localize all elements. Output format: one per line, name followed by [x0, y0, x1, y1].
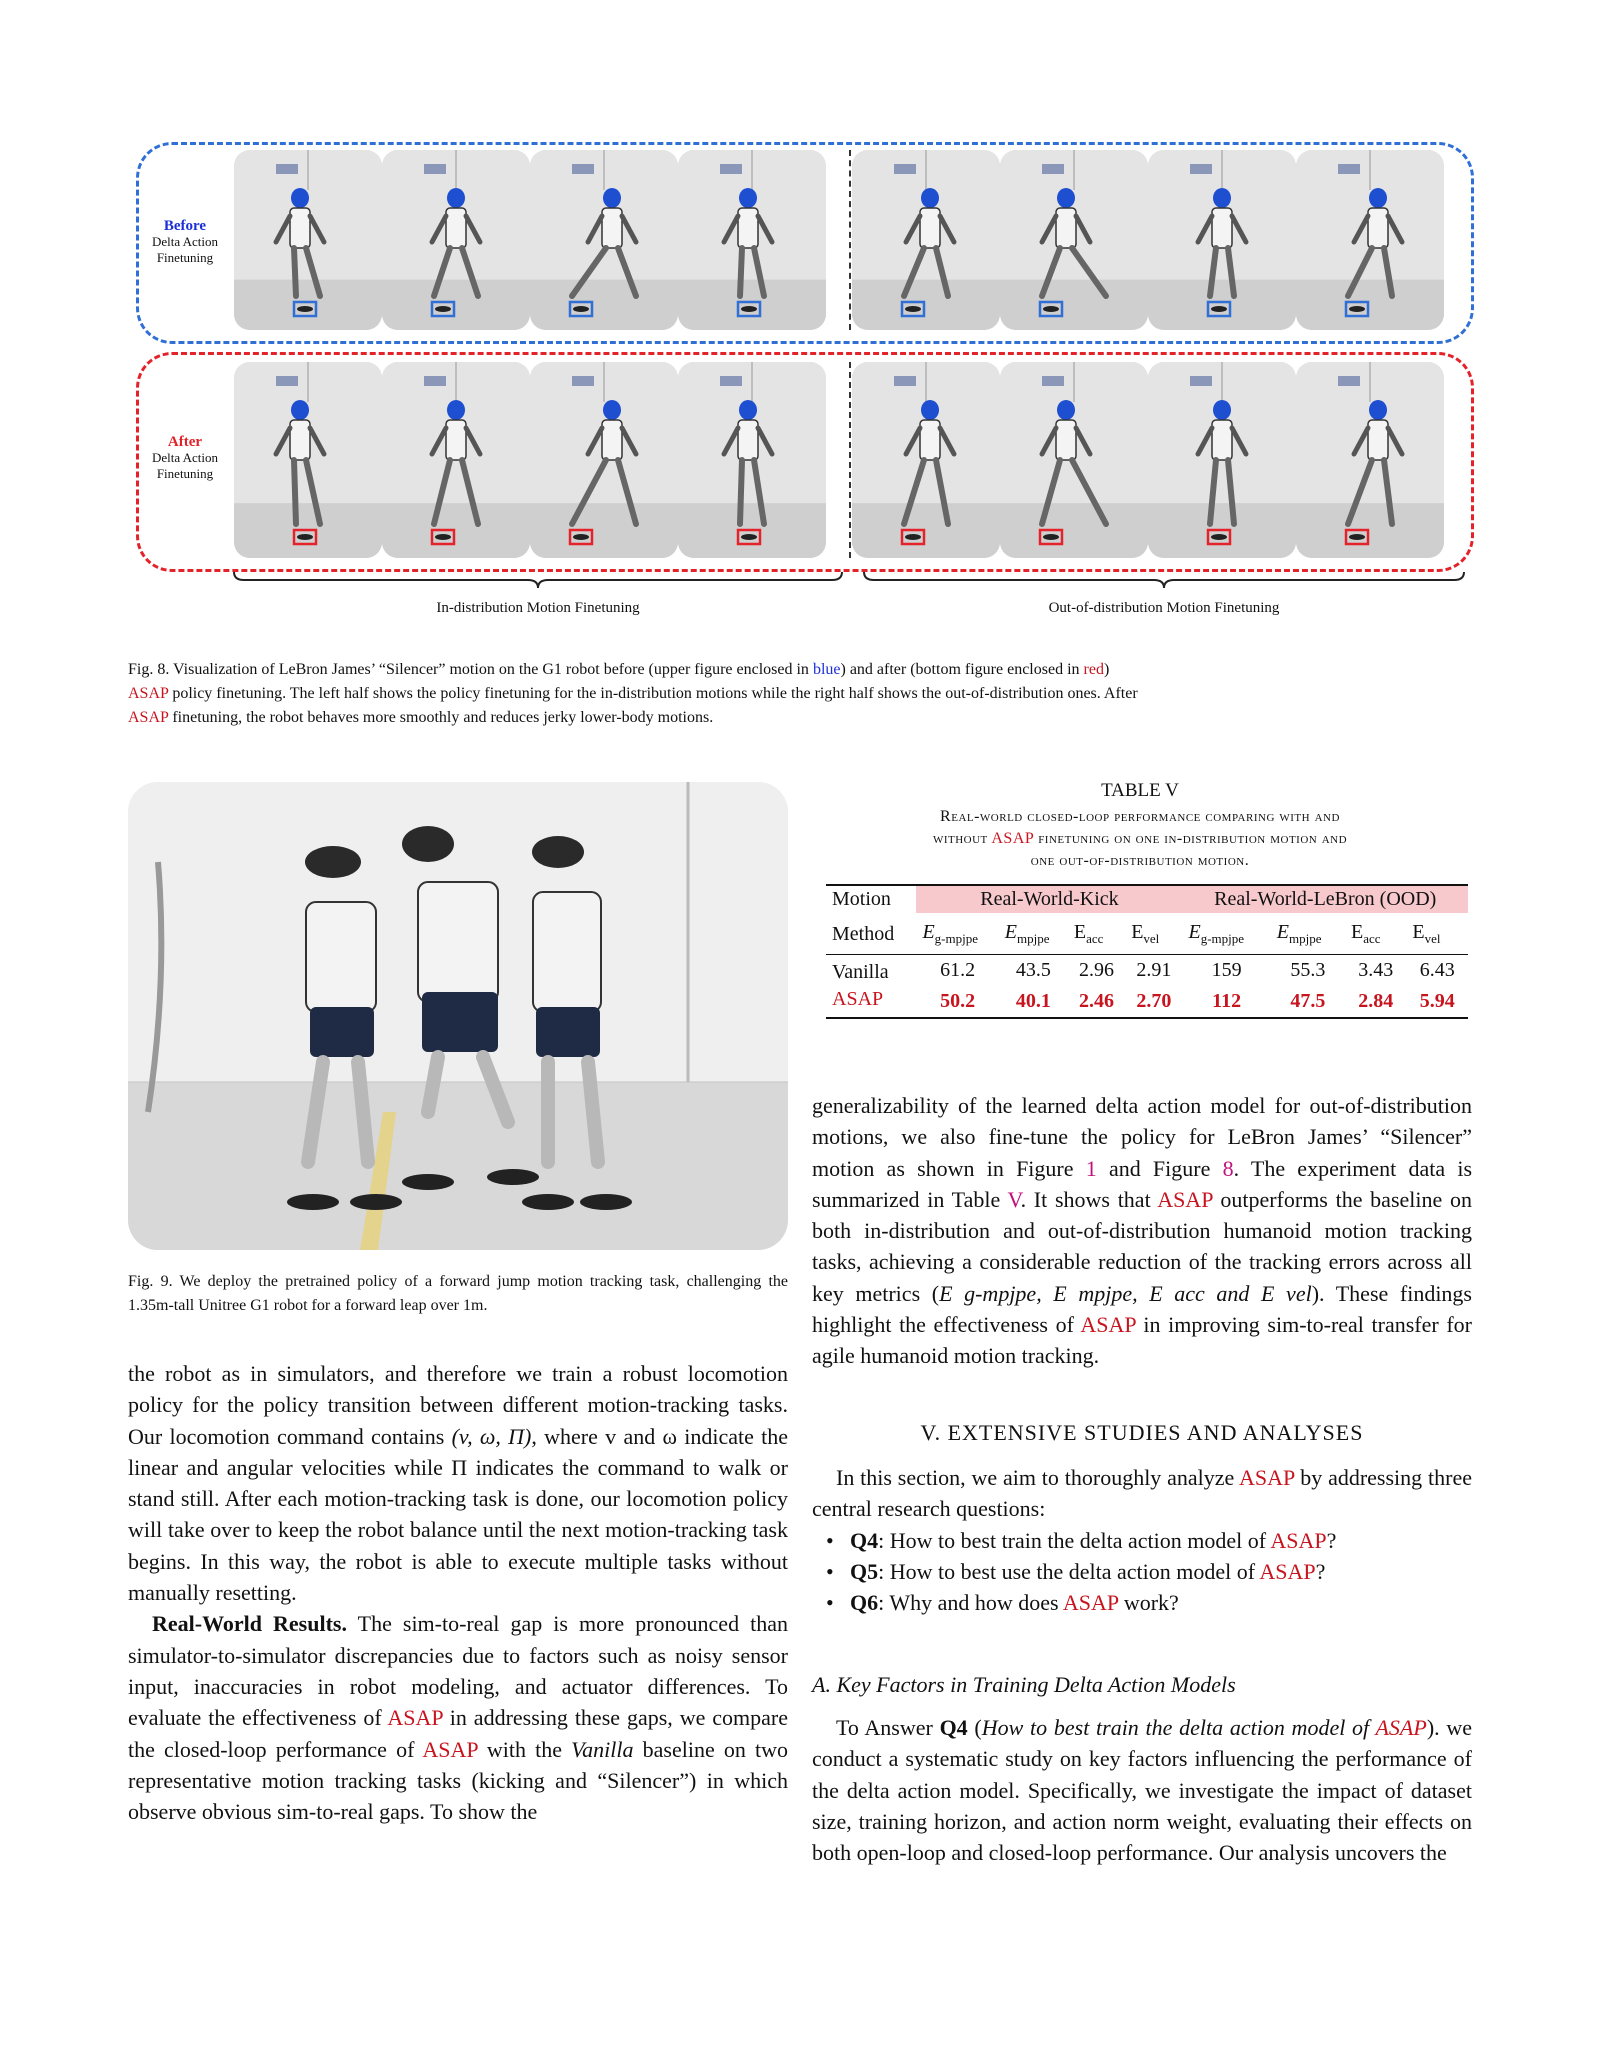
- text: In this section, we aim to thoroughly analyze: [836, 1465, 1239, 1490]
- header-e-acc: $E_{acc}$: [1350, 920, 1381, 946]
- text: : How to best use the delta action model of: [878, 1558, 1260, 1584]
- after-robot-frame: [1296, 362, 1444, 558]
- caption-red-word: red: [1083, 661, 1104, 678]
- before-robot-frame: [678, 150, 826, 330]
- header-e-mpjpe: $E_{mpjpe}$: [1004, 920, 1050, 946]
- right-brace-icon: [862, 570, 1466, 590]
- header-e-acc: $E_{acc}$: [1073, 920, 1104, 946]
- text: (: [967, 1715, 982, 1740]
- text-italic: How to best train the delta action model of: [981, 1715, 1376, 1740]
- header-method: Method: [832, 923, 895, 945]
- table-cell: 2.70: [1136, 990, 1172, 1012]
- asap-link[interactable]: ASAP: [1375, 1715, 1427, 1740]
- after-robot-frame: [530, 362, 678, 558]
- after-robot-frame: [852, 362, 1000, 558]
- metric-sub: vel: [1143, 930, 1160, 946]
- after-robot-frame: [234, 362, 382, 558]
- text: the robot as in simulators, and therefore we train a robust locomotion policy for the policy transition between different motion-tracking tasks. Our locomotion command contains: [128, 1361, 788, 1449]
- asap-link[interactable]: ASAP: [128, 709, 169, 726]
- text-italic: Vanilla: [571, 1736, 634, 1762]
- after-row-label: [140, 434, 230, 482]
- list-item: • Q4: How to best train the delta action model of ASAP?: [812, 1525, 1472, 1556]
- table5-caption-line: [808, 828, 1472, 850]
- asap-link[interactable]: ASAP: [1080, 1312, 1136, 1338]
- table-cell: 55.3: [1290, 959, 1326, 981]
- table-cell: 159: [1211, 959, 1242, 981]
- header-eg-mpjpe: $E_{g-mpjpe}$: [1188, 920, 1245, 946]
- figure9-caption: Fig. 9. We deploy the pretrained policy of a forward jump motion tracking task, challenging the 1.35m-tall Unitree G1 robot for a forward leap over 1m.: [128, 1273, 788, 1314]
- text: The sim-to-real gap is more pronounced than simulator-to-simulator discrepancies due to factors such as noisy sensor input, inaccuracies in robot modeling, and actuator differences. To evaluate the effectiveness of: [128, 1611, 788, 1731]
- text: in improving sim-to-real transfer for agile humanoid motion tracking.: [812, 1312, 1472, 1369]
- table-cell: 6.43: [1419, 959, 1455, 981]
- metric-sub: vel: [1424, 930, 1441, 946]
- paragraph: [128, 1608, 788, 1827]
- table-cell: 50.2: [940, 990, 976, 1012]
- question-label: Q6: [850, 1590, 879, 1616]
- asap-link[interactable]: ASAP: [1259, 1558, 1316, 1584]
- question-label: Q4: [850, 1527, 879, 1553]
- out-of-distribution-label: Out-of-distribution Motion Finetuning: [1048, 600, 1280, 616]
- caption-part: finetuning on one in-distribution motion and: [1033, 830, 1348, 847]
- before-robot-frame: [234, 150, 382, 330]
- asap-link[interactable]: ASAP: [128, 685, 169, 702]
- left-brace-icon: [232, 570, 844, 590]
- after-robot-frame: [1148, 362, 1296, 558]
- math-inline: (v, ω, Π): [451, 1423, 532, 1449]
- table-cell: 43.5: [1015, 959, 1051, 981]
- metric-sub: acc: [1086, 930, 1104, 946]
- header-e-vel: $E_{vel}$: [1412, 920, 1441, 946]
- text: , where v and ω indicate the linear and angular velocities while Π indicates the command to walk or stand still. After each motion-tracking task is done, our locomotion policy will take over to keep the robot balance until the next motion-tracking task begins. In this way, the robot is able to execute multiple tasks without manually resetting.: [128, 1423, 789, 1606]
- figure-ref-link[interactable]: 8: [1222, 1155, 1234, 1181]
- caption-part: Fig. 8. Visualization of LeBron James’ “Silencer” motion on the G1 robot before (upper figure enclosed in: [128, 661, 813, 678]
- before-label: Before: [163, 218, 207, 234]
- header-kick: Real-World-Kick: [916, 885, 1182, 913]
- right-column-text: [812, 1090, 1472, 1372]
- asap-link[interactable]: ASAP: [1238, 1465, 1295, 1490]
- asap-link[interactable]: ASAP: [991, 830, 1034, 847]
- header-e-mpjpe: $E_{mpjpe}$: [1276, 920, 1322, 946]
- table-cell: 2.91: [1136, 959, 1172, 981]
- asap-link[interactable]: ASAP: [387, 1705, 443, 1731]
- text: baseline on two representative motion tracking tasks (kicking and “Silencer”) in which observe obvious sim-to-real gaps. To show the: [128, 1736, 788, 1825]
- asap-link[interactable]: ASAP: [1270, 1527, 1327, 1553]
- question-label: Q5: [850, 1558, 879, 1584]
- text: in addressing these gaps, we compare the closed-loop performance of: [128, 1705, 789, 1762]
- text: with the: [477, 1736, 572, 1762]
- section-heading: V. EXTENSIVE STUDIES AND ANALYSES: [920, 1420, 1364, 1445]
- caption-part: ): [1103, 661, 1110, 678]
- text: generalizability of the learned delta action model for out-of-distribution motions, we also fine-tune the policy for LeBron James’ “Silencer” motion as shown in Figure: [812, 1093, 1472, 1181]
- metric-sub: mpjpe: [1289, 930, 1322, 946]
- metrics-inline: E g-mpjpe, E mpjpe, E acc and E vel: [939, 1280, 1312, 1306]
- text: by addressing three central research questions:: [812, 1465, 1472, 1522]
- text: ). These findings highlight the effectiveness of: [812, 1280, 1472, 1338]
- before-robot-frame: [1296, 150, 1444, 330]
- figure-ref-link[interactable]: 1: [1085, 1155, 1097, 1181]
- list-item: [812, 1587, 1472, 1618]
- figure9-photo: [128, 782, 788, 1250]
- table5-caption: [808, 806, 1472, 872]
- before-robot-frame: [1148, 150, 1296, 330]
- metric-sub: g-mpjpe: [1200, 930, 1245, 946]
- table-cell: 2.96: [1079, 959, 1115, 981]
- table-ref-link[interactable]: V: [1007, 1186, 1021, 1212]
- text: : Why and how does: [878, 1590, 1063, 1616]
- subsection-heading: A. Key Factors in Training Delta Action Models: [812, 1672, 1236, 1697]
- text: : How to best train the delta action model of: [878, 1527, 1271, 1553]
- table-cell: 112: [1212, 990, 1242, 1012]
- header-motion: Motion: [832, 888, 891, 910]
- text: . It shows that: [1020, 1186, 1158, 1212]
- row-method: ASAP: [832, 988, 884, 1010]
- row-method: Vanilla: [832, 961, 889, 983]
- table-row: [826, 955, 1468, 987]
- caption-part: policy finetuning. The left half shows the policy finetuning for the in-distribution motions while the right half shows the out-of-distribution ones. After: [168, 685, 1138, 702]
- before-robot-frame: [530, 150, 678, 330]
- table-cell: 2.46: [1079, 990, 1115, 1012]
- asap-link[interactable]: ASAP: [422, 1736, 478, 1762]
- divider-bottom: [849, 362, 851, 558]
- paragraph: [812, 1712, 1472, 1868]
- table5-caption-line: one out-of-distribution motion.: [1030, 852, 1250, 869]
- section-intro: [812, 1462, 1472, 1618]
- table-cell: 47.5: [1290, 990, 1326, 1012]
- question-label: Q4: [939, 1715, 968, 1740]
- caption-blue-word: blue: [812, 661, 841, 678]
- in-distribution-label: In-distribution Motion Finetuning: [436, 600, 640, 616]
- metric-sub: mpjpe: [1017, 930, 1050, 946]
- text: outperforms the baseline on both in-distribution and out-of-distribution humanoid motion tracking tasks, achieving a considerable reduction of the tracking errors across all key metrics (: [812, 1186, 1472, 1306]
- caption-part: ) and after (bottom figure enclosed in: [840, 661, 1084, 678]
- questions-list: [812, 1525, 1472, 1619]
- text: To Answer: [836, 1715, 940, 1740]
- header-eg-mpjpe: $E_{g-mpjpe}$: [922, 920, 978, 946]
- table-cell: 40.1: [1015, 990, 1051, 1012]
- before-robot-frame: [852, 150, 1000, 330]
- text: ). we conduct a systematic study on key factors influencing the performance of the delta action model. Specifically, we investigate the impact of dataset size, training horizon, and action norm weight, evaluating their effects on both open-loop and closed-loop performance. Our analysis uncovers the: [812, 1715, 1473, 1866]
- before-sublabel-2: Finetuning: [156, 250, 214, 265]
- table-cell: 2.84: [1358, 990, 1394, 1012]
- asap-link[interactable]: ASAP: [1157, 1186, 1213, 1212]
- header-e-vel: $E_{vel}$: [1131, 920, 1160, 946]
- table-cell: 3.43: [1358, 959, 1394, 981]
- text: . The experiment data is summarized in Table: [812, 1155, 1473, 1212]
- list-item: • Q5: How to best use the delta action model of ASAP?: [812, 1556, 1472, 1587]
- subsection-text: [812, 1712, 1472, 1868]
- header-lebron: Real-World-LeBron (OOD): [1182, 885, 1468, 913]
- figure8-caption: [128, 658, 1472, 730]
- metric-sub: g-mpjpe: [934, 930, 978, 946]
- table-cell: 61.2: [940, 959, 976, 981]
- metric-sub: acc: [1363, 930, 1381, 946]
- results-table: [826, 884, 1468, 1019]
- table-row: [826, 986, 1468, 1018]
- before-sublabel-1: Delta Action: [151, 234, 219, 249]
- left-column-text: [128, 1358, 788, 1827]
- paragraph-heading: Real-World Results.: [152, 1611, 347, 1637]
- before-row-label: [140, 218, 230, 266]
- asap-link[interactable]: ASAP: [1062, 1590, 1119, 1616]
- table5-caption-line: Real-world closed-loop performance comparing with and: [940, 808, 1340, 825]
- text: and Figure: [1096, 1155, 1223, 1181]
- text: work?: [1118, 1590, 1179, 1616]
- paragraph: [128, 1358, 788, 1608]
- after-label: After: [167, 434, 203, 450]
- after-robot-frame: [1000, 362, 1148, 558]
- after-sublabel-2: Finetuning: [156, 466, 214, 481]
- caption-part: without: [932, 830, 992, 847]
- before-robot-frame: [1000, 150, 1148, 330]
- paragraph: [812, 1462, 1472, 1525]
- divider-top: [849, 150, 851, 330]
- table5-label: TABLE V: [1101, 780, 1179, 801]
- paragraph: [812, 1090, 1472, 1372]
- after-robot-frame: [678, 362, 826, 558]
- after-sublabel-1: Delta Action: [151, 450, 219, 465]
- table-cell: 5.94: [1419, 990, 1455, 1012]
- caption-part: finetuning, the robot behaves more smoothly and reduces jerky lower-body motions.: [168, 709, 714, 726]
- before-robot-frame: [382, 150, 530, 330]
- after-robot-frame: [382, 362, 530, 558]
